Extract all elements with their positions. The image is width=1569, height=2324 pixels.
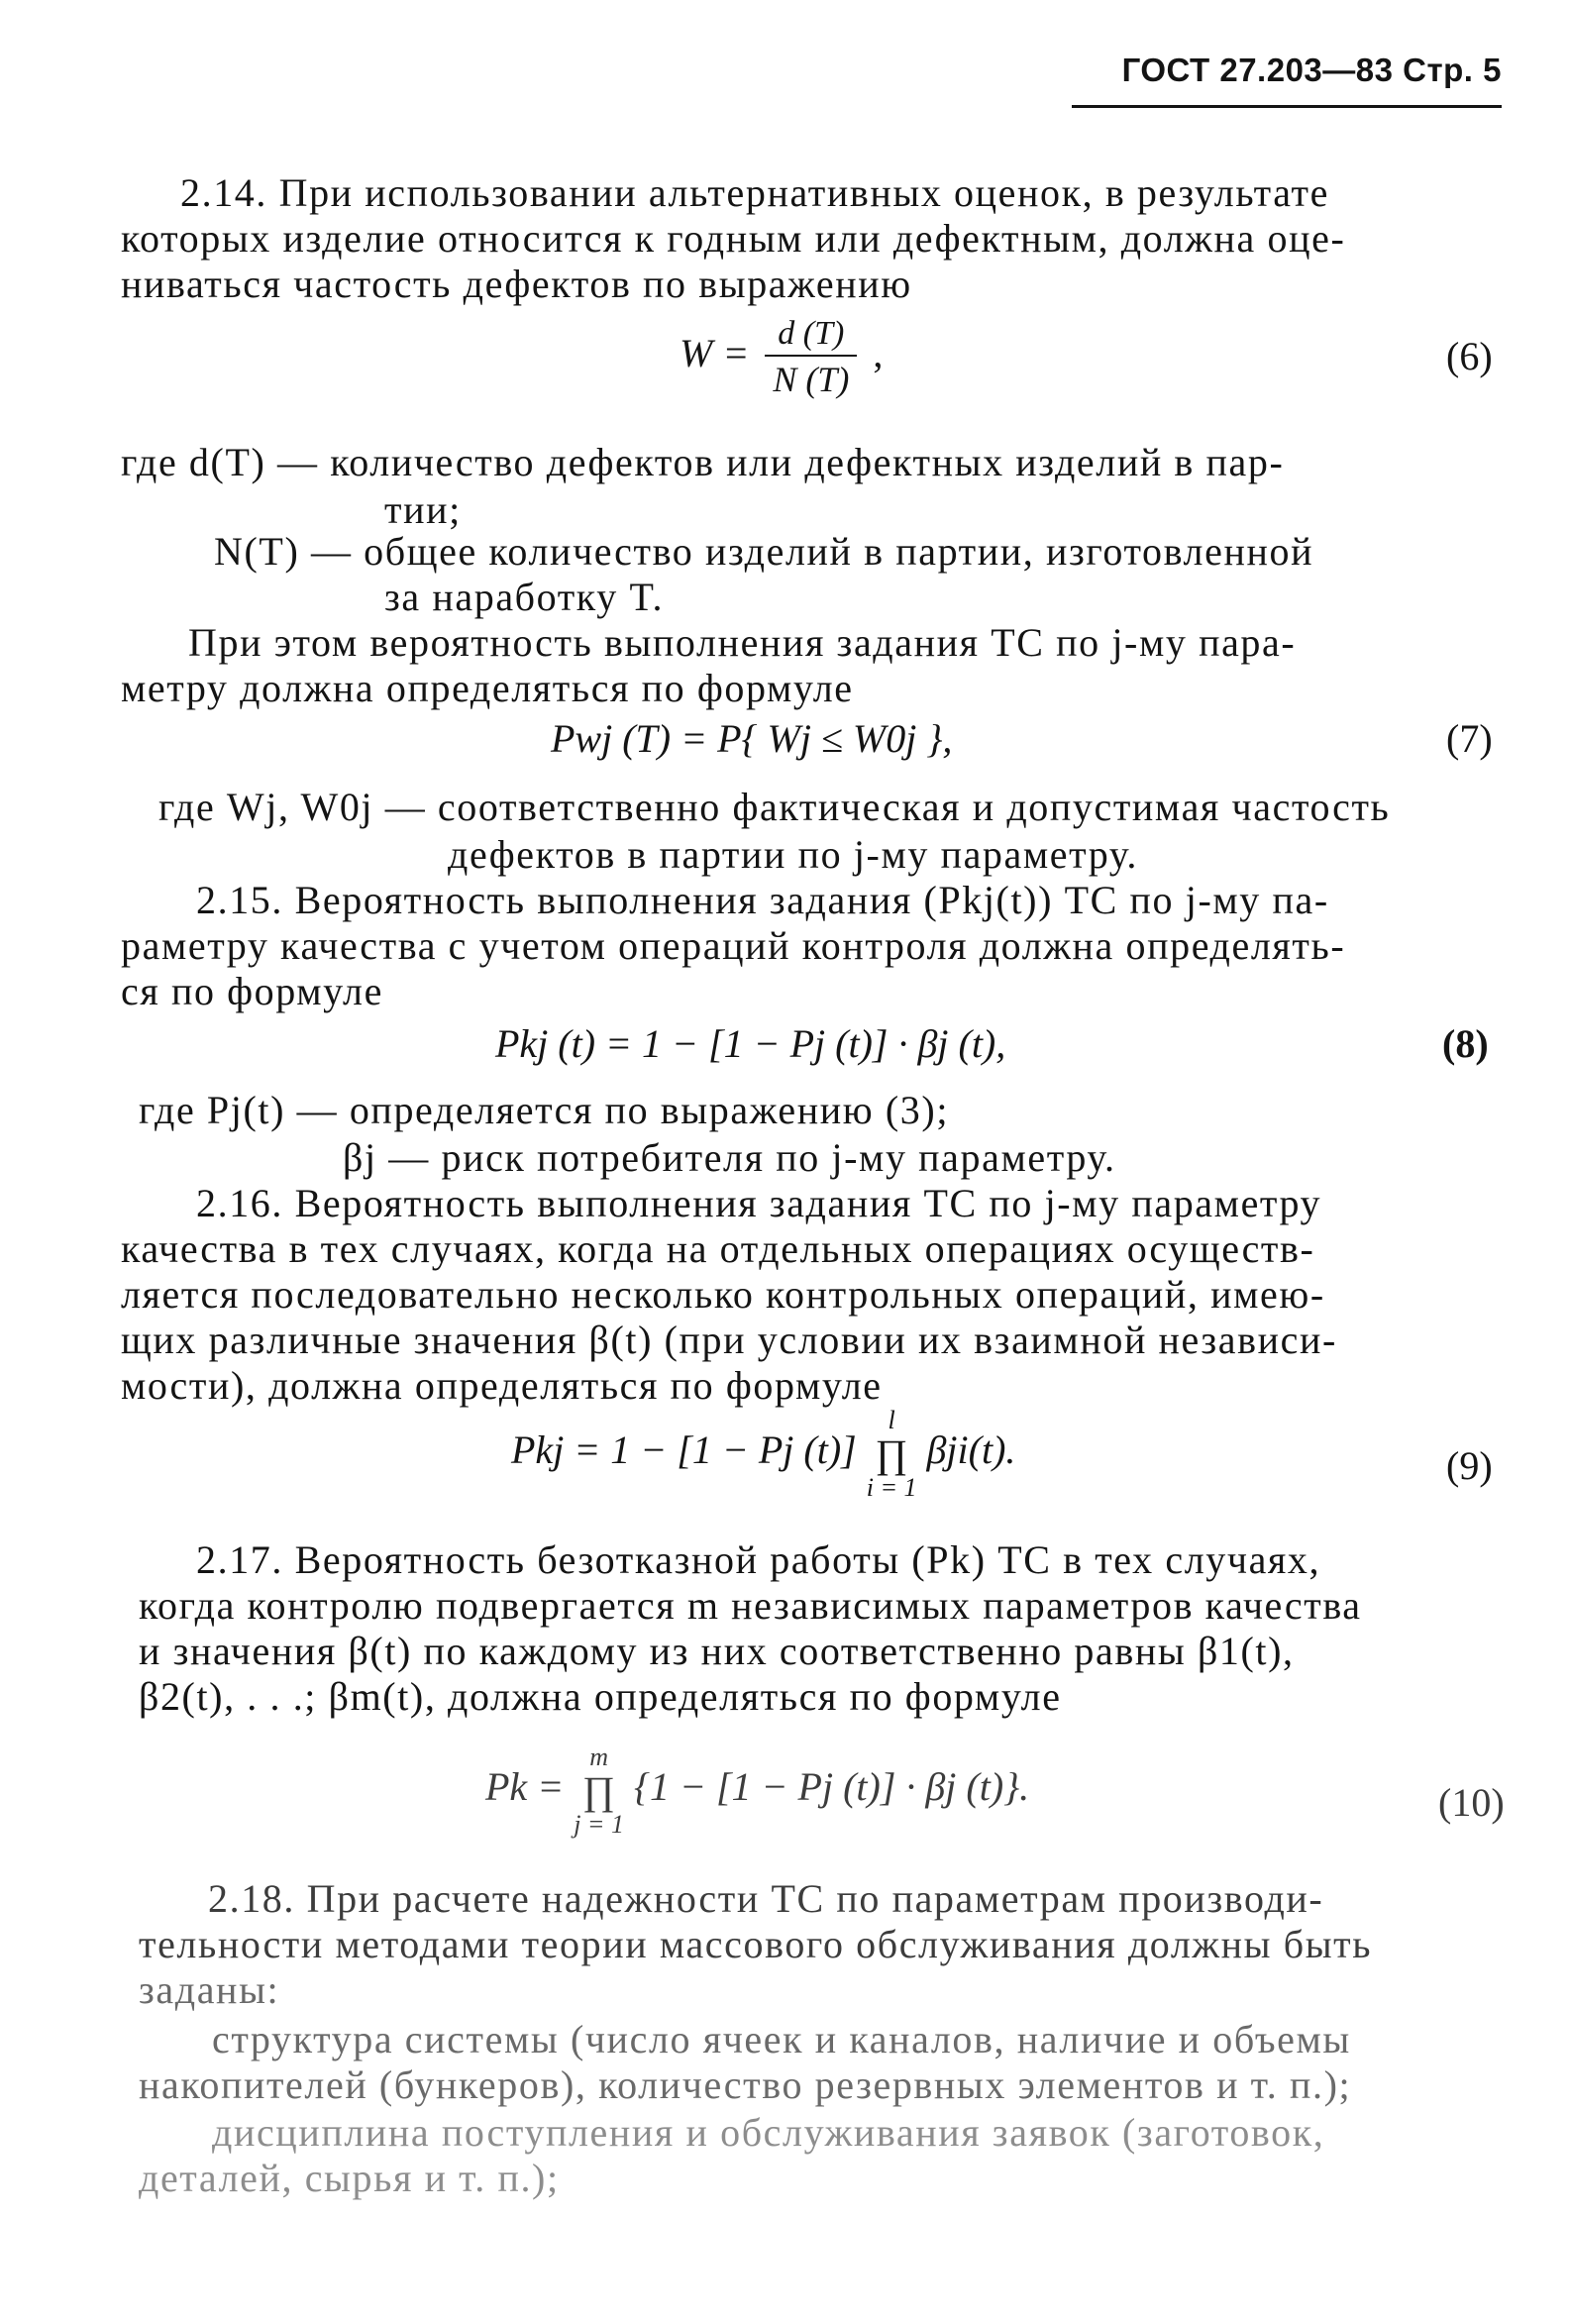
paragraph-line: которых изделие относится к годным или дефектным, должна оце- (121, 216, 1346, 261)
paragraph-line: дисциплина поступления и обслуживания заявок (заготовок, (212, 2110, 1325, 2155)
equation-number-6: (6) (1446, 334, 1493, 378)
product-symbol: ∏ (582, 1768, 616, 1813)
equation-lhs: Pkj = 1 − [1 − Pj (t)] (511, 1427, 857, 1473)
equation-number-9: (9) (1446, 1443, 1493, 1488)
paragraph-line: дефектов в партии по j-му параметру. (448, 832, 1138, 877)
product-lower-limit: i = 1 (866, 1473, 917, 1502)
paragraph-line: мости), должна определяться по формуле (121, 1363, 883, 1408)
paragraph-line: 2.17. Вероятность безотказной работы (Pk) ТС в тех случаях, (196, 1537, 1321, 1582)
page-header (1122, 52, 1502, 89)
equation-8: Pkj (t) = 1 − [1 − Pj (t)] · βj (t), (495, 1021, 1006, 1066)
paragraph-line: накопителей (бункеров), количество резервных элементов и т. п.); (139, 2062, 1352, 2107)
paragraph-line: 2.16. Вероятность выполнения задания ТС по j-му параметру (196, 1181, 1322, 1225)
paragraph-line: 2.18. При расчете надежности ТС по параметрам производи- (208, 1876, 1324, 1921)
paragraph-line: При этом вероятность выполнения задания ТС по j-му пара- (188, 620, 1297, 665)
fraction (765, 315, 857, 400)
paragraph-line: за наработку T. (384, 575, 665, 619)
paragraph-line: заданы: (139, 1967, 280, 2012)
paragraph-line: ляется последовательно несколько контрольных операций, имею- (121, 1272, 1325, 1317)
equation-rhs: βji(t). (926, 1427, 1016, 1473)
equation-rhs: {1 − [1 − Pj (t)] · βj (t)}. (633, 1764, 1030, 1810)
equation-7: Pwj (T) = P{ Wj ≤ W0j }, (551, 716, 953, 761)
paragraph-line: деталей, сырья и т. п.); (139, 2156, 560, 2200)
paragraph-line: N(T) — общее количество изделий в партии, изготовленной (214, 529, 1314, 574)
paragraph-line: ниваться частость дефектов по выражению (121, 262, 912, 306)
paragraph-line: тии; (384, 487, 462, 532)
page-number: Стр. 5 (1403, 52, 1502, 88)
paragraph-line: щих различные значения β(t) (при условии их взаимной независи- (121, 1318, 1337, 1362)
paragraph-line: тельности методами теории массового обслуживания должны быть (139, 1922, 1373, 1966)
paragraph-line: где d(T) — количество дефектов или дефектных изделий в пар- (121, 440, 1285, 484)
paragraph-line: качества в тех случаях, когда на отдельных операциях осуществ- (121, 1226, 1315, 1271)
fraction-denominator: N (T) (773, 360, 850, 399)
equation-lhs: W = (680, 331, 750, 376)
equation-lhs: Pk = (485, 1764, 565, 1810)
equation-6 (680, 315, 883, 400)
paragraph-line: βj — риск потребителя по j-му параметру. (343, 1135, 1116, 1180)
product-operator (867, 1407, 917, 1502)
product-upper-limit: m (589, 1743, 608, 1771)
equation-9 (511, 1407, 1015, 1502)
product-upper-limit: l (888, 1406, 895, 1434)
standard-number: ГОСТ 27.203—83 (1121, 52, 1394, 88)
equation-number-10: (10) (1438, 1780, 1505, 1825)
equation-10 (485, 1743, 1029, 1839)
paragraph-line: ся по формуле (121, 969, 383, 1013)
equation-tail: , (873, 331, 884, 376)
paragraph-line: когда контролю подвергается m независимых параметров качества (139, 1583, 1362, 1628)
paragraph-line: метру должна определяться по формуле (121, 666, 854, 710)
header-rule (1072, 105, 1502, 108)
paragraph-line: где Pj(t) — определяется по выражению (3); (139, 1088, 950, 1132)
equation-number-7: (7) (1446, 716, 1493, 761)
paragraph-line: 2.15. Вероятность выполнения задания (Pkj(t)) ТС по j-му па- (196, 878, 1329, 922)
paragraph-line: β2(t), . . .; βm(t), должна определяться по формуле (139, 1674, 1062, 1719)
paragraph-line: раметру качества с учетом операций контроля должна определять- (121, 923, 1346, 968)
product-lower-limit: j = 1 (574, 1810, 624, 1839)
paragraph-line: и значения β(t) по каждому из них соответственно равны β1(t), (139, 1629, 1295, 1673)
product-operator (574, 1743, 624, 1839)
product-symbol: ∏ (875, 1431, 908, 1476)
fraction-numerator: d (T) (765, 315, 857, 357)
paragraph-line: 2.14. При использовании альтернативных оценок, в результате (180, 170, 1329, 215)
paragraph-line: где Wj, W0j — соответственно фактическая и допустимая частость (158, 785, 1391, 829)
equation-number-8: (8) (1442, 1021, 1489, 1066)
paragraph-line: структура системы (число ячеек и каналов, наличие и объемы (212, 2017, 1351, 2061)
